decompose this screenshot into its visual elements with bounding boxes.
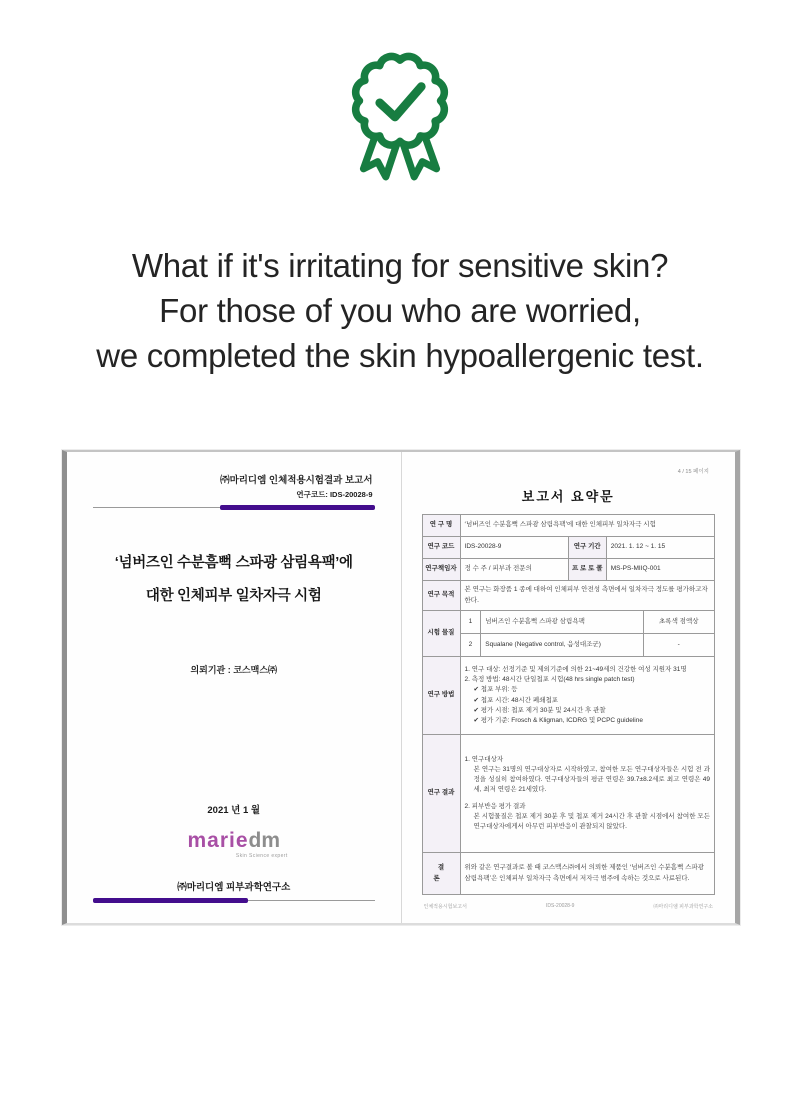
- method-line: ✔ 평가 시점: 첩포 제거 30분 및 24시간 후 관찰: [473, 706, 606, 714]
- materials-subtable: [461, 611, 714, 656]
- method-line: ✔ 첩포 시간: 48시간 폐쇄첩포: [473, 696, 559, 704]
- cover-header-code: 연구코드: IDS-20028-9: [296, 490, 373, 499]
- table-row-result: [422, 735, 715, 853]
- cover-header-title: ㈜마리디엠 인체적용시험결과 보고서: [220, 475, 373, 486]
- cover-title-line-2: 대한 인체피부 일차자극 시험: [145, 588, 322, 605]
- cover-header: [220, 472, 372, 500]
- cover-date: 2021 년 1 월: [207, 805, 261, 816]
- result-label: 연구 결과: [422, 735, 460, 853]
- director-label: 연구책임자: [422, 559, 460, 581]
- material-2-name: Squalane (Negative control, 음성대조군): [481, 634, 643, 657]
- cover-client: 의뢰기관 : 코스맥스㈜: [190, 665, 278, 675]
- result-cell: [460, 735, 714, 853]
- table-row-materials: [422, 611, 715, 657]
- material-2-property: -: [643, 634, 714, 657]
- method-line: ✔ 평가 기준: Frosch & Kligman, ICDRG 및 PCPC guideline: [473, 716, 643, 724]
- rule-purple-segment: [220, 505, 375, 510]
- study-code-value: IDS-20028-9: [460, 537, 568, 559]
- result-line: 2. 피부반응 평가 결과: [464, 802, 526, 810]
- table-row-study-name: [422, 515, 715, 537]
- logo-tagline: Skin Science expert: [235, 853, 288, 859]
- report-cover-page: [67, 452, 401, 923]
- summary-footer: [424, 903, 714, 910]
- cover-title-line-1: ‘넘버즈인 수분흠뻑 스파광 삼림욕팩’에: [114, 555, 353, 571]
- director-value: 정 수 주 / 피부과 전문의: [460, 559, 568, 581]
- material-row: [461, 634, 714, 657]
- method-cell: [460, 657, 714, 735]
- headline-line-1: What if it's irritating for sensitive skin?: [131, 247, 669, 284]
- study-code-label: 연구 코드: [422, 537, 460, 559]
- result-paragraph: 본 시험물질은 첩포 제거 30분 후 및 첩포 제거 24시간 후 관찰 시점에서 참여한 모든 연구대상자에게서 아무런 피부반응이 관찰되지 않았다.: [473, 812, 710, 830]
- cover-bottom-rule: [93, 898, 375, 903]
- headline-line-2: For those of you who are worried,: [159, 292, 641, 329]
- method-line: 1. 연구 대상: 선정기준 및 제외기준에 의한 21~49세의 건강한 여성 지원자 31명: [464, 666, 687, 674]
- rosette-check-icon: [339, 48, 461, 185]
- method-line: ✔ 첩포 부위: 등: [473, 686, 518, 694]
- purpose-label: 연구 목적: [422, 581, 460, 611]
- material-2-no: 2: [461, 634, 481, 657]
- report-summary-page: [401, 452, 736, 923]
- purpose-value: 본 연구는 화장품 1 종에 대하여 인체피부 안전성 측면에서 일차자극 정도를 평가하고자 한다.: [460, 581, 714, 611]
- mariedm-logo: [67, 830, 401, 859]
- table-row-director-protocol: [422, 559, 715, 581]
- cover-top-rule: [93, 505, 375, 510]
- table-row-method: [422, 657, 715, 735]
- method-line: 2. 측정 방법: 48시간 단일첩포 시험(48 hrs single patch test): [464, 676, 635, 684]
- conclusion-value: 위와 같은 연구결과로 볼 때 코스맥스㈜에서 의뢰한 제품인 ‘넘버즈인 수분흠뻑 스파광 삼림욕팩’은 인체피부 일차자극 측면에서 저자극 범주에 속하는 것으로 사료된다.: [460, 853, 714, 895]
- mariedm-logo-wordmark: [67, 830, 401, 851]
- headline: [0, 243, 800, 378]
- logo-marie-text: marie: [187, 829, 249, 852]
- table-row-conclusion: [422, 853, 715, 895]
- protocol-value: MS-PS-MIIQ-001: [606, 559, 714, 581]
- page-indicator: 4 / 15 페이지: [677, 469, 709, 475]
- material-1-name: 넘버즈인 수분흠뻑 스파광 삼림욕팩: [481, 611, 643, 634]
- material-1-no: 1: [468, 617, 473, 625]
- report-document-spread: [62, 450, 740, 925]
- protocol-label: 프 로 토 콜: [568, 559, 606, 581]
- materials-label: 시험 물질: [422, 611, 460, 657]
- result-line: 1. 연구대상자: [464, 756, 504, 764]
- rule-gray-segment: [248, 900, 375, 901]
- materials-cell: [460, 611, 714, 657]
- material-1-property: 초록색 점액상: [643, 611, 714, 634]
- conclusion-label: 결 론: [422, 853, 460, 895]
- certification-badge: [0, 48, 800, 185]
- method-label: 연구 방법: [422, 657, 460, 735]
- table-row-code-period: [422, 537, 715, 559]
- rule-gray-segment: [93, 507, 220, 508]
- table-row-purpose: [422, 581, 715, 611]
- footer-left: 인체적용시험보고서: [423, 904, 467, 910]
- study-period-label: 연구 기간: [568, 537, 606, 559]
- cover-institute: ㈜마리디엠 피부과학연구소: [177, 882, 291, 893]
- summary-title: 보고서 요약문: [521, 489, 615, 504]
- headline-line-3: we completed the skin hypoallergenic test.: [96, 337, 704, 374]
- logo-dm-text: dm: [248, 829, 281, 852]
- footer-right: ㈜마리디엠 피부과학연구소: [653, 904, 713, 910]
- rule-purple-segment: [93, 898, 248, 903]
- result-paragraph: 본 연구는 31명의 연구대상자로 시작하였고, 참여한 모든 연구대상자들은 시험 전 과정을 성실히 참여하였다. 연구대상자들의 평균 연령은 39.7±8.2세로 최고 연령은 49세, 최저 연령은 21세였다.: [473, 766, 710, 794]
- study-name-label: 연 구 명: [422, 515, 460, 537]
- study-name-value: ‘넘버즈인 수분흠뻑 스파광 삼림욕팩’에 대한 인체피부 일차자극 시험: [460, 515, 714, 537]
- cover-title: [75, 547, 393, 614]
- summary-table: [422, 514, 716, 895]
- material-row: [461, 611, 714, 634]
- footer-center: IDS-20028-9: [546, 903, 575, 909]
- study-period-value: 2021. 1. 12 ~ 1. 15: [606, 537, 714, 559]
